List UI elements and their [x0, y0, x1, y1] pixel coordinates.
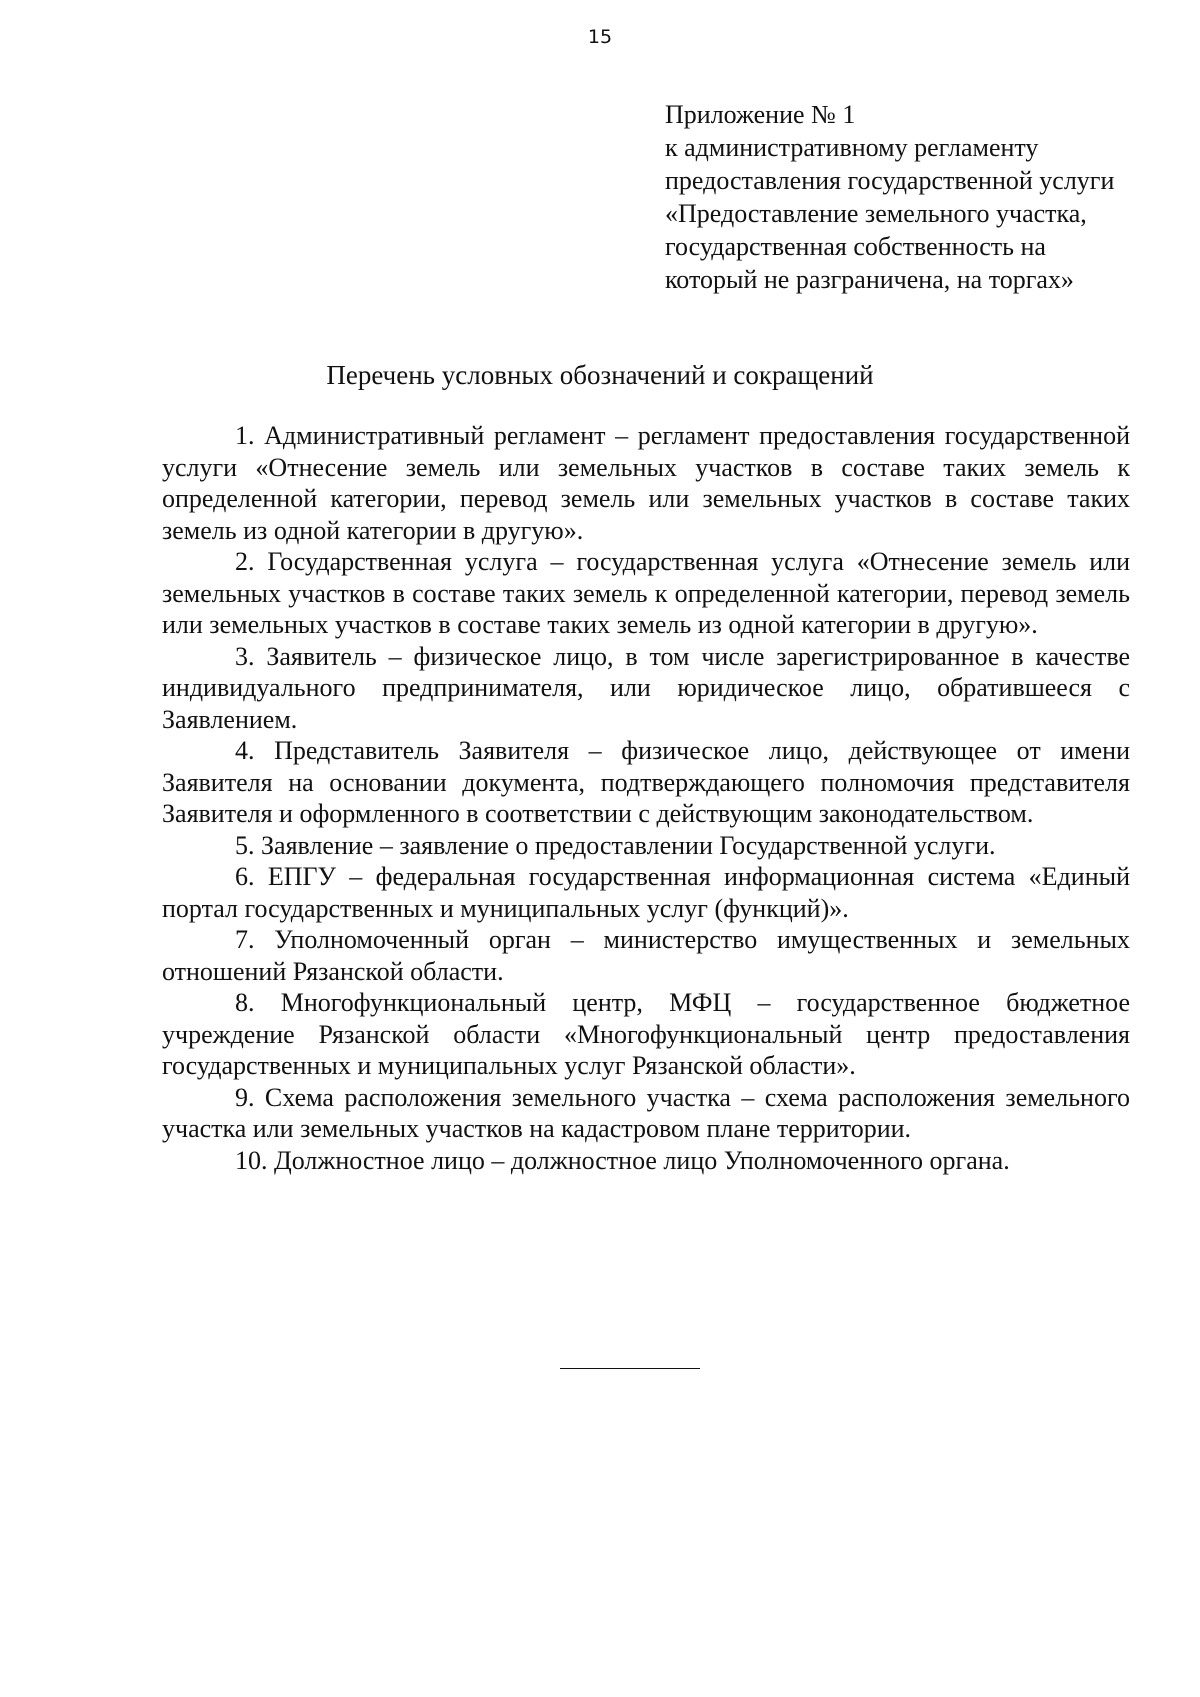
definition-item: 5. Заявление – заявление о предоставлении Государственной услуги. — [235, 830, 996, 860]
definition-item: 2. Государственная услуга – государственная услуга «Отнесение земель или земельных участков в составе таких земель к определенной категории, перевод земель или земельных участков в составе таких земель из одной категории в другую». — [162, 547, 1130, 639]
definitions-list — [162, 420, 1130, 1176]
appendix-line: «Предоставление земельного участка, — [665, 199, 1087, 228]
definition-item: 1. Административный регламент – регламент предоставления государственной услуги «Отнесение земель или земельных участков в составе таких земель к определенной категории, перевод земель или земельных участков в составе таких земель из одной категории в другую». — [162, 421, 1130, 545]
definition-item: 3. Заявитель – физическое лицо, в том числе зарегистрированное в качестве индивидуального предпринимателя, или юридическое лицо, обратившееся с Заявлением. — [162, 641, 1130, 734]
document-title: Перечень условных обозначений и сокращений — [326, 360, 874, 390]
page-number: 15 — [587, 26, 613, 48]
definition-item: 10. Должностное лицо – должностное лицо Уполномоченного органа. — [235, 1145, 1010, 1175]
appendix-line: Приложение № 1 — [665, 100, 856, 129]
appendix-line: к административному регламенту — [665, 133, 1039, 162]
appendix-line: предоставления государственной услуги — [665, 166, 1115, 195]
definition-item: 4. Представитель Заявителя – физическое лицо, действующее от имени Заявителя на основании документа, подтверждающего полномочия представителя Заявителя и оформленного в соответствии с действующим законодательством. — [162, 736, 1130, 828]
appendix-line: государственная собственность на — [665, 232, 1046, 261]
definition-item: 7. Уполномоченный орган – министерство имущественных и земельных отношений Рязанской области. — [162, 925, 1130, 986]
appendix-line: который не разграничена, на торгах» — [665, 265, 1074, 294]
end-divider — [560, 1368, 700, 1369]
definition-item: 6. ЕПГУ – федеральная государственная информационная система «Единый портал государственных и муниципальных услуг (функций)». — [162, 862, 1130, 923]
appendix-header — [665, 98, 1185, 296]
definition-item: 9. Схема расположения земельного участка – схема расположения земельного участка или земельных участков на кадастровом плане территории. — [162, 1082, 1130, 1143]
definition-item: 8. Многофункциональный центр, МФЦ – государственное бюджетное учреждение Рязанской области «Многофункциональный центр предоставления государственных и муниципальных услуг Рязанской области». — [162, 988, 1130, 1080]
